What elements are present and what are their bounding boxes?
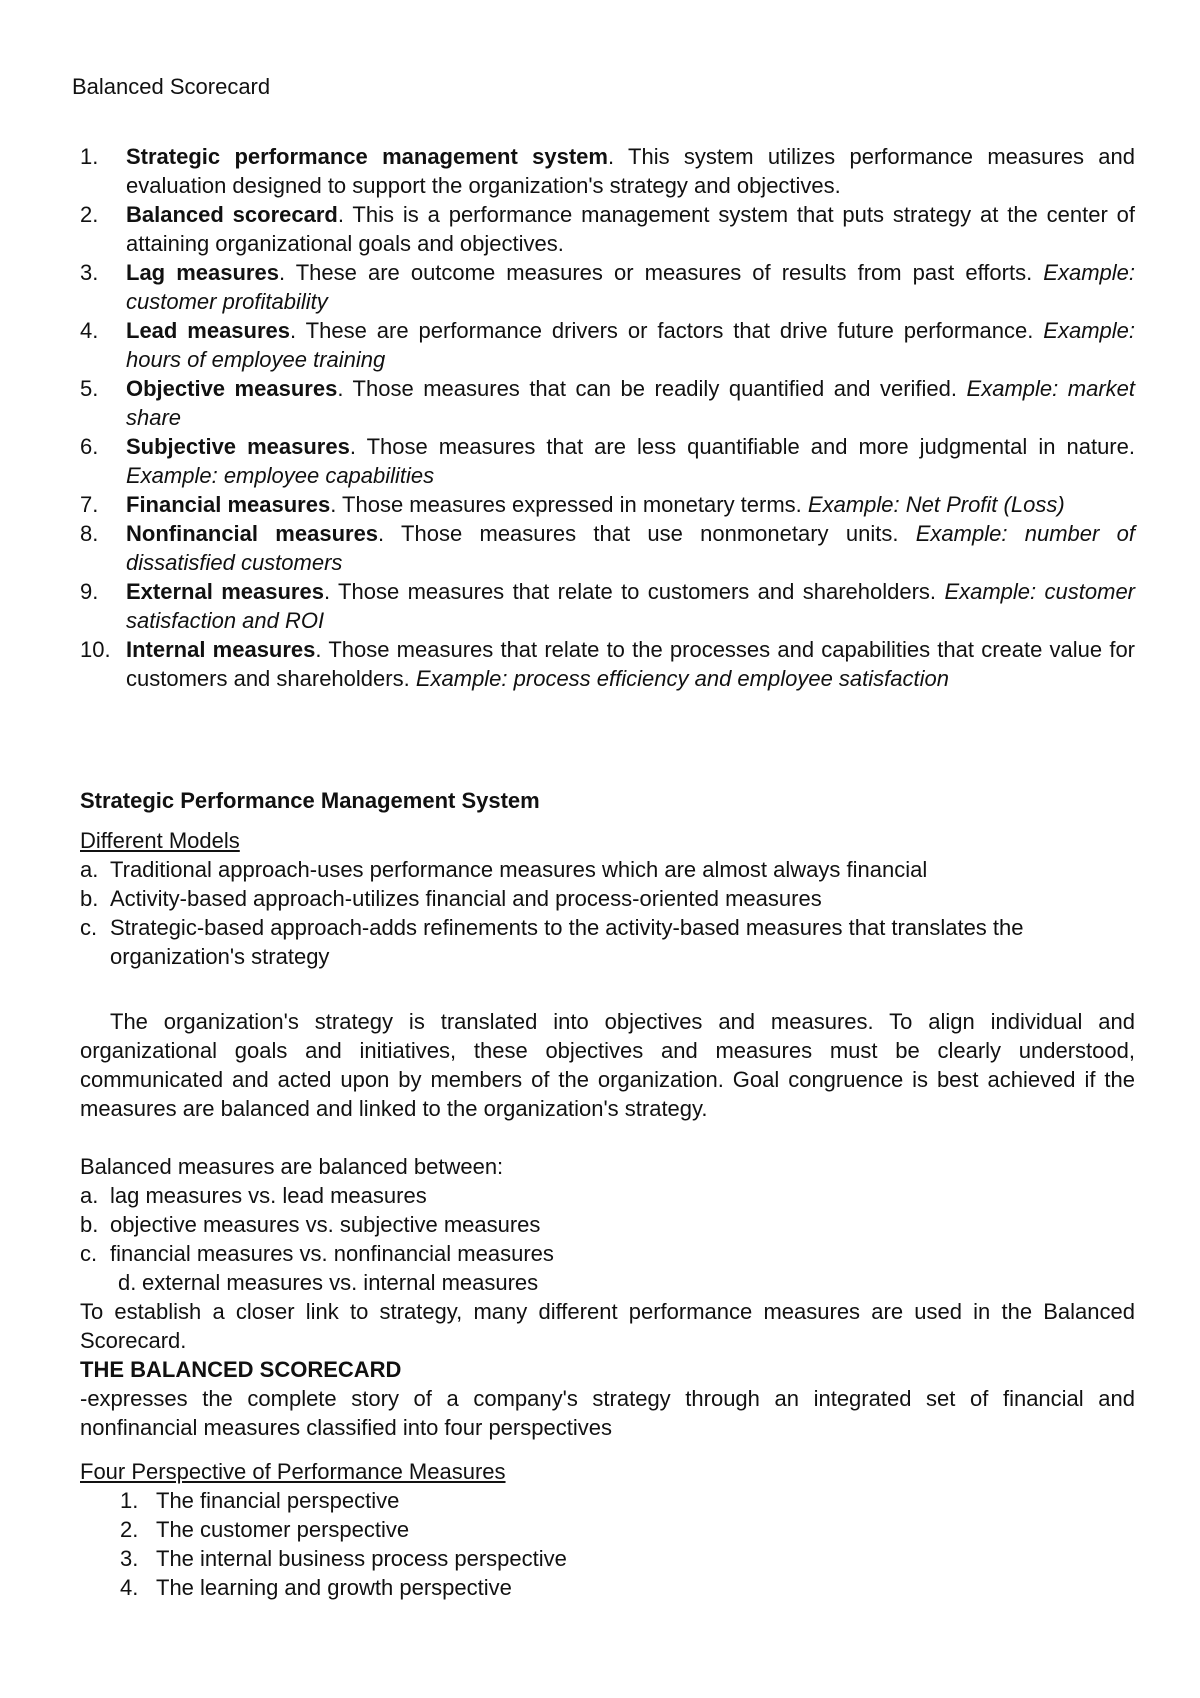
balanced-item: b. objective measures vs. subjective measures <box>80 1212 541 1237</box>
bsc-heading: THE BALANCED SCORECARD <box>80 1357 402 1382</box>
definition-item: 7. Financial measures. Those measures expressed in monetary terms. Example: Net Profit (Loss) <box>80 492 1065 517</box>
definition-term: Lag measures <box>126 260 279 285</box>
balanced-intro: Balanced measures are balanced between: <box>80 1154 504 1179</box>
perspective-item: 3. The internal business process perspective <box>120 1546 567 1571</box>
definition-item: 5. Objective measures. Those measures that can be readily quantified and verified. Example: market share <box>80 376 1136 430</box>
balanced-item: d. external measures vs. internal measures <box>118 1270 539 1295</box>
perspective-item: 2. The customer perspective <box>120 1517 410 1542</box>
balanced-closing: To establish a closer link to strategy, many different performance measures are used in the Balanced Scorecard. <box>80 1299 1135 1353</box>
strategy-paragraph: The organization's strategy is translated into objectives and measures. To align individual and organizational goals and initiatives, these objectives and measures must be clearly understood, communicated and acted upon by members of the organization. Goal congruence is best achieved if the measures are balanced and linked to the organization's strategy. <box>80 1009 1135 1121</box>
definition-term: Financial measures <box>126 492 331 517</box>
bsc-description: -expresses the complete story of a company's strategy through an integrated set of financial and nonfinancial measures classified into four perspectives <box>80 1386 1135 1440</box>
model-item: a. Traditional approach-uses performance measures which are almost always financial <box>80 857 928 882</box>
definition-term: Strategic performance management system <box>126 144 608 169</box>
definition-term: Balanced scorecard <box>126 202 338 227</box>
balanced-item: c. financial measures vs. nonfinancial measures <box>80 1241 554 1266</box>
definition-item: 9. External measures. Those measures that relate to customers and shareholders. Example: customer satisfaction and ROI <box>80 579 1136 633</box>
definition-item: 6. Subjective measures. Those measures that are less quantifiable and more judgmental in nature. Example: employee capabilities <box>80 434 1135 488</box>
definition-item: 3. Lag measures. These are outcome measures or measures of results from past efforts. Example: customer profitability <box>80 260 1135 314</box>
definition-item: 4. Lead measures. These are performance drivers or factors that drive future performance. Example: hours of employee training <box>80 318 1135 372</box>
balanced-item: a. lag measures vs. lead measures <box>80 1183 427 1208</box>
definition-term: Subjective measures <box>126 434 350 459</box>
definition-term: Objective measures <box>126 376 338 401</box>
definition-term: Nonfinancial measures <box>126 521 379 546</box>
models-heading: Different Models <box>80 828 240 853</box>
balanced-section <box>80 1152 1135 1442</box>
definitions-list <box>80 142 1135 693</box>
perspectives-list <box>80 1486 1135 1602</box>
definition-term: External measures <box>126 579 324 604</box>
definition-item: 10. Internal measures. Those measures that relate to the processes and capabilities that create value for customers and shareholders. Example: process efficiency and employee satisfaction <box>80 637 1136 691</box>
perspectives-heading: Four Perspective of Performance Measures <box>80 1459 506 1484</box>
perspective-item: 1. The financial perspective <box>120 1488 400 1513</box>
models-section <box>80 826 1135 971</box>
definition-term: Internal measures <box>126 637 316 662</box>
spms-heading: Strategic Performance Management System <box>80 788 540 813</box>
model-item: c. Strategic-based approach-adds refinements to the activity-based measures that translates the organization's strategy <box>80 915 1024 969</box>
definition-item: 2. Balanced scorecard. This is a performance management system that puts strategy at the center of attaining organizational goals and objectives. <box>80 202 1136 256</box>
perspective-item: 4. The learning and growth perspective <box>120 1575 512 1600</box>
model-item: b. Activity-based approach-utilizes financial and process-oriented measures <box>80 886 822 911</box>
definition-item: 8. Nonfinancial measures. Those measures that use nonmonetary units. Example: number of dissatisfied customers <box>80 521 1135 575</box>
perspectives-section <box>80 1457 1135 1602</box>
definition-item: 1. Strategic performance management system. This system utilizes performance measures and evaluation designed to support the organization's strategy and objectives. <box>80 144 1135 198</box>
document-title: Balanced Scorecard <box>72 74 271 99</box>
definition-term: Lead measures <box>126 318 291 343</box>
